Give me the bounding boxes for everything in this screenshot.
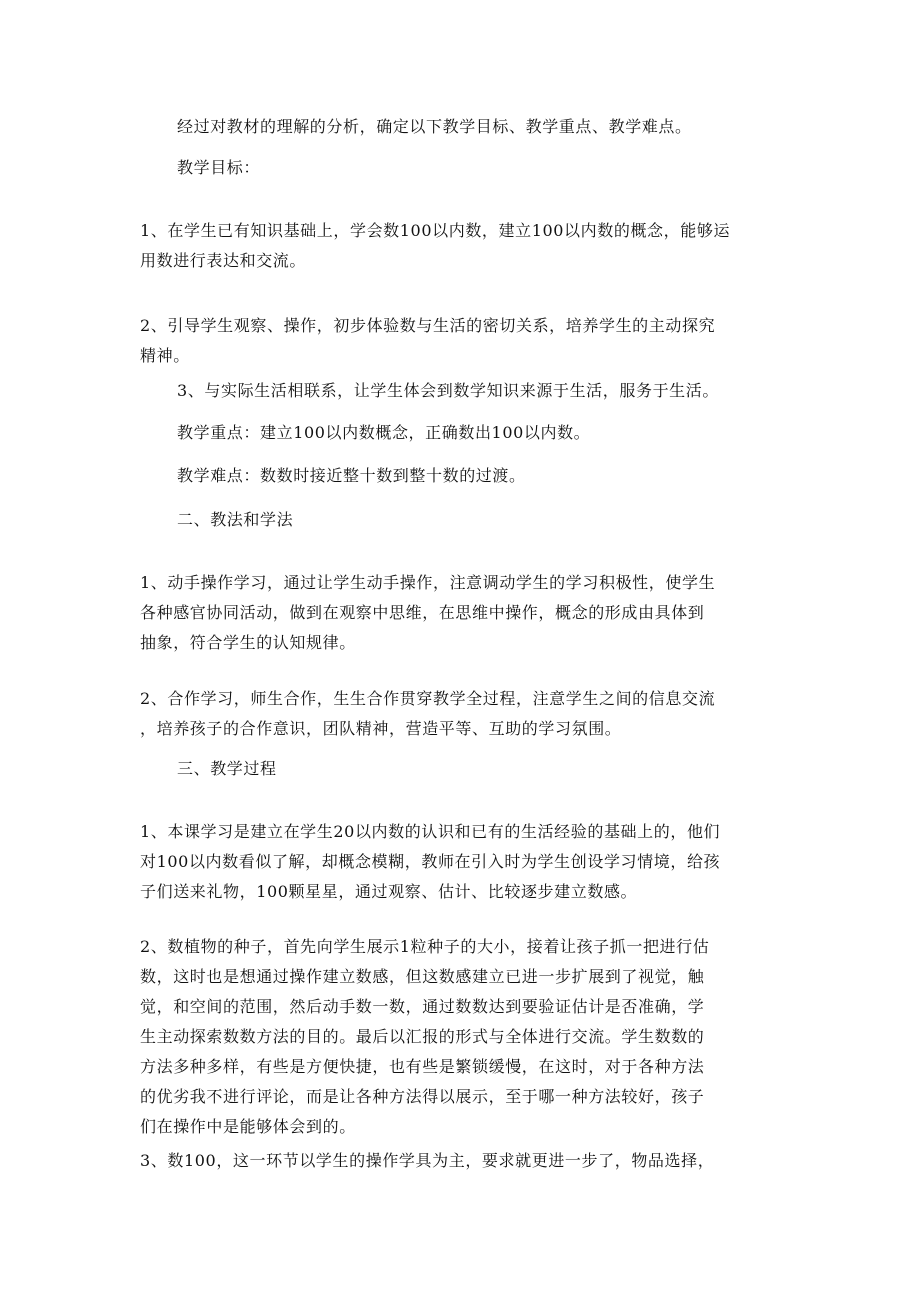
text-line: 经过对教材的理解的分析，确定以下教学目标、教学重点、教学难点。 [177, 117, 692, 136]
text-line: 生主动探索数数方法的目的。最后以汇报的形式与全体进行交流。学生数数的 [140, 1027, 705, 1046]
intro-paragraph [177, 112, 817, 142]
text-line: 各种感官协同活动，做到在观察中思维，在思维中操作，概念的形成由具体到 [140, 603, 705, 622]
text-line: 的优劣我不进行评论，而是让各种方法得以展示，至于哪一种方法较好，孩子 [140, 1087, 705, 1106]
text-line: 3、数100，这一环节以学生的操作学具为主，要求就更进一步了，物品选择， [140, 1151, 715, 1170]
text-line: 教学难点：数数时接近整十数到整十数的过渡。 [177, 466, 526, 485]
goal-item-3 [177, 376, 817, 406]
text-line: 1、在学生已有知识基础上，学会数100以内数，建立100以内数的概念，能够运 [140, 221, 731, 240]
process-item-2 [140, 932, 780, 1142]
text-line: 教学目标： [177, 158, 261, 177]
teaching-difficulty [177, 461, 817, 491]
text-line: 方法多种多样，有些是方便快捷，也有些是繁锁缓慢，在这时，对于各种方法 [140, 1057, 705, 1076]
teaching-focus [177, 418, 817, 448]
text-line: ，培养孩子的合作意识，团队精神，营造平等、互助的学习氛围。 [140, 719, 622, 738]
teaching-goals-heading [177, 153, 817, 183]
text-line: 对100以内数看似了解，却概念模糊，教师在引入时为学生创设学习情境，给孩 [140, 852, 721, 871]
section-heading-process [177, 754, 817, 784]
text-line: 1、本课学习是建立在学生20以内数的认识和已有的生活经验的基础上的，他们 [140, 822, 721, 841]
text-line: 三、教学过程 [177, 759, 277, 778]
text-line: 2、数植物的种子，首先向学生展示1粒种子的大小，接着让孩子抓一把进行估 [140, 937, 710, 956]
process-item-1 [140, 817, 780, 907]
text-line: 3、与实际生活相联系，让学生体会到数学知识来源于生活，服务于生活。 [177, 381, 719, 400]
text-line: 2、引导学生观察、操作，初步体验数与生活的密切关系，培养学生的主动探究 [140, 316, 716, 335]
method-item-1 [140, 568, 780, 658]
text-line: 二、教法和学法 [177, 510, 294, 529]
text-line: 抽象，符合学生的认知规律。 [140, 633, 356, 652]
text-line: 们在操作中是能够体会到的。 [140, 1117, 356, 1136]
text-line: 2、合作学习，师生合作，生生合作贯穿教学全过程，注意学生之间的信息交流 [140, 689, 716, 708]
text-line: 精神。 [140, 346, 190, 365]
text-line: 数，这时也是想通过操作建立数感，但这数感建立已进一步扩展到了视觉，触 [140, 967, 705, 986]
goal-item-2 [140, 311, 780, 371]
text-line: 觉，和空间的范围，然后动手数一数，通过数数达到要验证估计是否准确，学 [140, 997, 705, 1016]
text-line: 子们送来礼物，100颗星星，通过观察、估计、比较逐步建立数感。 [140, 882, 638, 901]
text-line: 教学重点：建立100以内数概念，正确数出100以内数。 [177, 423, 591, 442]
method-item-2 [140, 684, 780, 744]
text-line: 用数进行表达和交流。 [140, 251, 307, 270]
goal-item-1 [140, 216, 780, 276]
text-line: 1、动手操作学习，通过让学生动手操作，注意调动学生的学习积极性，使学生 [140, 573, 716, 592]
process-item-3 [140, 1146, 780, 1176]
section-heading-methods [177, 505, 817, 535]
